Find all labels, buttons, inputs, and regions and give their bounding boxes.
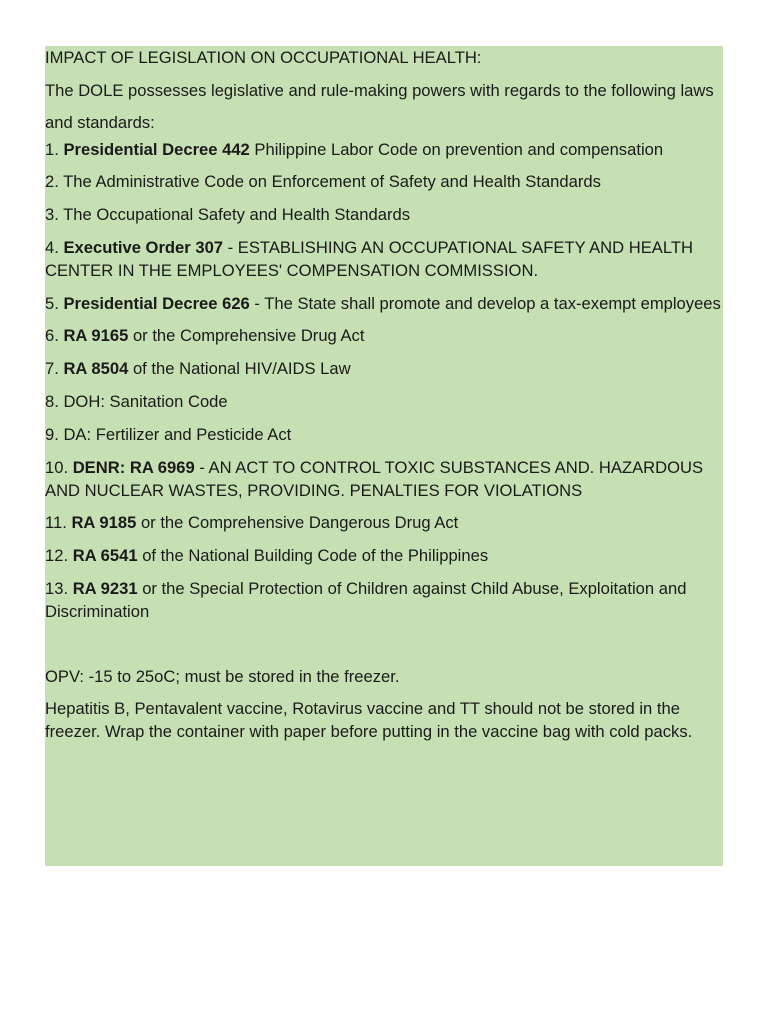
legislation-list bbox=[45, 139, 723, 624]
list-item: 2. The Administrative Code on Enforcement of Safety and Health Standards bbox=[45, 172, 601, 192]
list-item: 5. Presidential Decree 626 - The State shall promote and develop a tax-exempt employees bbox=[45, 293, 721, 313]
list-item: 4. Executive Order 307 - ESTABLISHING AN OCCUPATIONAL SAFETY AND HEALTH CENTER IN THE EMPLOYEES' COMPENSATION COMMISSION. bbox=[45, 238, 693, 280]
list-item: 8. DOH: Sanitation Code bbox=[45, 392, 228, 412]
opv-storage-note: OPV: -15 to 25oC; must be stored in the freezer. bbox=[45, 666, 400, 686]
list-item: 6. RA 9165 or the Comprehensive Drug Act bbox=[45, 326, 365, 346]
list-item: 7. RA 8504 of the National HIV/AIDS Law bbox=[45, 359, 351, 379]
list-item: 10. DENR: RA 6969 - AN ACT TO CONTROL TOXIC SUBSTANCES AND. HAZARDOUS AND NUCLEAR WASTES, PROVIDING. PENALTIES FOR VIOLATIONS bbox=[45, 458, 704, 500]
document-heading: IMPACT OF LEGISLATION ON OCCUPATIONAL HEALTH: bbox=[45, 48, 482, 67]
list-item: 13. RA 9231 or the Special Protection of Children against Child Abuse, Exploitation and Discrimination bbox=[45, 579, 687, 621]
highlighted-text-block bbox=[45, 46, 723, 866]
list-item: 11. RA 9185 or the Comprehensive Dangerous Drug Act bbox=[45, 513, 459, 533]
list-item: 9. DA: Fertilizer and Pesticide Act bbox=[45, 425, 292, 445]
intro-paragraph: The DOLE possesses legislative and rule-making powers with regards to the following laws and standards: bbox=[45, 80, 714, 132]
list-item: 1. Presidential Decree 442 Philippine Labor Code on prevention and compensation bbox=[45, 139, 664, 159]
blank-space bbox=[45, 634, 723, 666]
list-item: 3. The Occupational Safety and Health Standards bbox=[45, 205, 410, 225]
vaccine-storage-note: Hepatitis B, Pentavalent vaccine, Rotavirus vaccine and TT should not be stored in the freezer. Wrap the container with paper before putting in the vaccine bag with cold packs. bbox=[45, 699, 693, 741]
list-item: 12. RA 6541 of the National Building Code of the Philippines bbox=[45, 546, 489, 566]
